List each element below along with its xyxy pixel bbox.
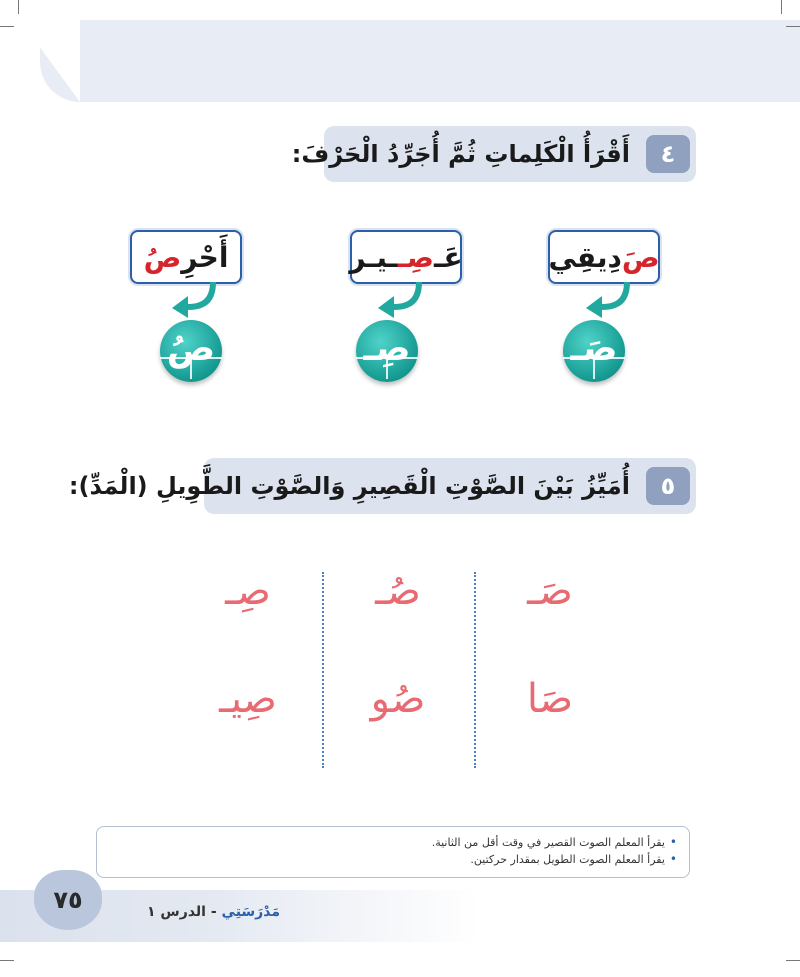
crop-mark <box>0 960 14 961</box>
word-box-1 <box>548 230 660 284</box>
word-1-highlight: صَ <box>621 240 660 274</box>
long-sound-waw: صُو <box>370 676 426 722</box>
word-box-2 <box>350 230 462 284</box>
header-corner <box>20 20 80 102</box>
short-sound-kasra: صِـ <box>225 568 271 614</box>
letter-circle-2 <box>356 320 418 382</box>
word-3-part1: أَحْرِ <box>181 240 229 274</box>
arrow-down-icon <box>376 280 422 318</box>
footer-separator: - <box>205 904 222 920</box>
section-4-instruction: أَقْرَأُ الْكَلِماتِ ثُمَّ أُجَرِّدُ الْحَرْفَ: <box>291 140 630 168</box>
long-sound-alif: صَا <box>526 676 574 722</box>
teacher-notes <box>96 826 690 878</box>
footer-lesson: الدرس ١ <box>147 904 206 920</box>
crop-mark <box>18 0 19 14</box>
column-divider <box>322 572 324 768</box>
arrow-down-icon <box>584 280 630 318</box>
note-item: • يقرأ المعلم الصوت الطويل بمقدار حركتين. <box>109 852 677 867</box>
word-1-part2: دِيقِي <box>548 240 622 274</box>
letter-2: صِـ <box>363 327 411 369</box>
crop-mark <box>0 26 14 27</box>
section-5-number: ٥ <box>646 467 690 505</box>
short-sound-damma: صُـ <box>375 568 421 614</box>
word-3-highlight: صُ <box>143 240 182 274</box>
footer-title <box>147 904 280 920</box>
section-4-number: ٤ <box>646 135 690 173</box>
letter-3: صُ <box>166 327 216 369</box>
word-2-part1: عَـ <box>433 240 463 274</box>
page-number: ٧٥ <box>34 870 102 930</box>
column-divider <box>474 572 476 768</box>
section-4-bar <box>291 126 696 182</box>
footer-band <box>0 890 800 942</box>
word-2-part2: ـيـر <box>349 240 398 274</box>
header-band <box>40 20 800 102</box>
note-item: • يقرأ المعلم الصوت القصير في وقت أقل من الثانية. <box>109 835 677 850</box>
letter-circle-3 <box>160 320 222 382</box>
word-2-highlight: صِـ <box>397 240 434 274</box>
letter-1: صَـ <box>570 327 618 369</box>
crop-mark <box>786 26 800 27</box>
word-box-3 <box>130 230 242 284</box>
letter-circle-1 <box>563 320 625 382</box>
crop-mark <box>786 960 800 961</box>
long-sound-ya: صِيـ <box>219 676 277 722</box>
short-sound-fatha: صَـ <box>527 568 573 614</box>
section-5-bar <box>68 458 696 514</box>
crop-mark <box>781 0 782 14</box>
section-5-instruction: أُمَيِّزُ بَيْنَ الصَّوْتِ الْقَصِيرِ وَالصَّوْتِ الطَّوِيلِ (الْمَدِّ): <box>68 472 630 500</box>
arrow-down-icon <box>170 280 216 318</box>
footer-brand: مَدْرَسَتِي <box>221 904 280 920</box>
